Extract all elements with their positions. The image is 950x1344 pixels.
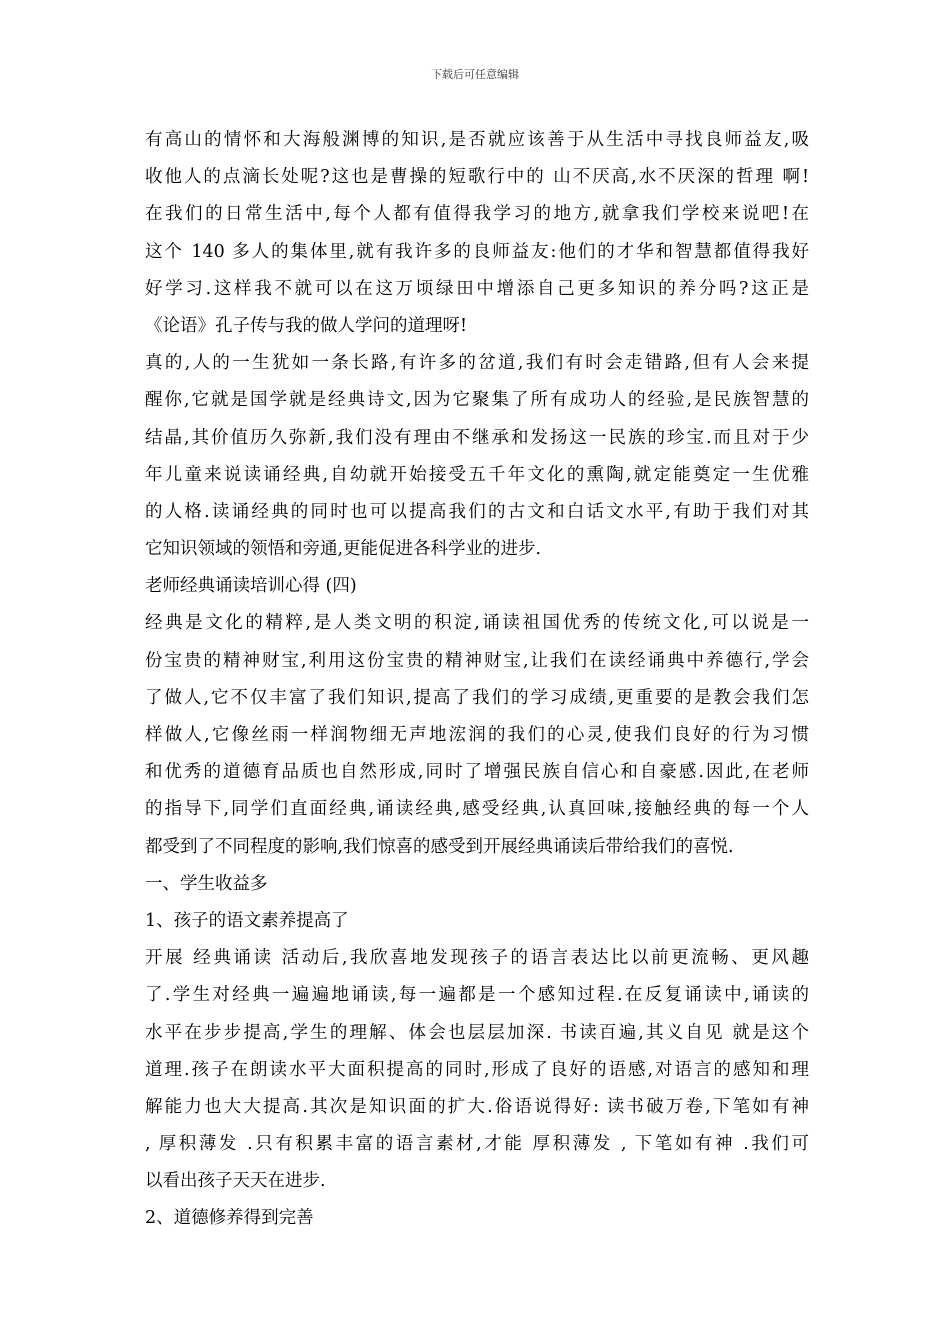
text-line: 《论语》孔子传与我的做人学问的道理呀! bbox=[145, 315, 468, 336]
text-line: 年儿童来说读诵经典,自幼就开始接受五千年文化的熏陶,就定能奠定一生优雅 bbox=[145, 464, 809, 485]
text-line: 醒你,它就是国学就是经典诗文,因为它聚集了所有成功人的经验,是民族智慧的 bbox=[145, 390, 809, 411]
text-line: 的人格.读诵经典的同时也可以提高我们的古文和白话文水平,有助于我们对其 bbox=[145, 501, 809, 522]
text-line: 这个 140 多人的集体里,就有我许多的良师益友:他们的才华和智慧都值得我好 bbox=[145, 241, 809, 262]
text-line: 都受到了不同程度的影响,我们惊喜的感受到开展经典诵读后带给我们的喜悦. bbox=[145, 836, 734, 857]
text-line: 份宝贵的精神财宝,利用这份宝贵的精神财宝,让我们在读经诵典中养德行,学会 bbox=[145, 650, 809, 671]
text-line: 收他人的点滴长处呢?这也是曹操的短歌行中的 山不厌高,水不厌深的哲理 啊! bbox=[145, 167, 809, 188]
text-line: , 厚积薄发 .只有积累丰富的语言素材,才能 厚积薄发 , 下笔如有神 .我们可 bbox=[145, 1134, 809, 1155]
text-line: 经典是文化的精粹,是人类文明的积淀,诵读祖国优秀的传统文化,可以说是一 bbox=[145, 613, 809, 634]
text-line: 道理.孩子在朗读水平大面积提高的同时,形成了良好的语感,对语言的感知和理 bbox=[145, 1059, 809, 1080]
text-line: 水平在步步提高,学生的理解、体会也层层加深. 书读百遍,其义自见 就是这个 bbox=[145, 1022, 809, 1043]
text-line: 以看出孩子天天在进步. bbox=[145, 1171, 326, 1192]
text-line: 了做人,它不仅丰富了我们知识,提高了我们的学习成绩,更重要的是教会我们怎 bbox=[145, 687, 809, 708]
text-line: 好学习.这样我不就可以在这万顷绿田中增添自己更多知识的养分吗?这正是 bbox=[145, 278, 809, 299]
section-heading: 老师经典诵读培训心得 (四) bbox=[145, 576, 357, 597]
text-line: 有高山的情怀和大海般渊博的知识,是否就应该善于从生活中寻找良师益友,吸 bbox=[145, 130, 809, 150]
text-line: 的指导下,同学们直面经典,诵读经典,感受经典,认真回味,接触经典的每一个人 bbox=[145, 799, 809, 820]
text-line: 它知识领域的领悟和旁通,更能促进各科学业的进步. bbox=[145, 539, 542, 560]
text-line: 开展 经典诵读 活动后,我欣喜地发现孩子的语言表达比以前更流畅、更风趣 bbox=[145, 948, 809, 969]
text-line: 样做人,它像丝雨一样润物细无声地浤润的我们的心灵,使我们良好的行为习惯 bbox=[145, 725, 809, 745]
text-line: 真的,人的一生犹如一条长路,有许多的岔道,我们有时会走错路,但有人会来提 bbox=[145, 353, 809, 374]
text-line: 结晶,其价值历久弥新,我们没有理由不继承和发扬这一民族的珍宝.而且对于少 bbox=[145, 427, 809, 448]
text-line: 和优秀的道德育品质也自然形成,同时了增强民族自信心和自豪感.因此,在老师 bbox=[145, 762, 809, 783]
text-line: 了.学生对经典一遍遍地诵读,每一遍都是一个感知过程.在反复诵读中,诵读的 bbox=[145, 985, 809, 1006]
section-heading: 一、学生收益多 bbox=[145, 873, 268, 894]
document-body bbox=[145, 122, 809, 1238]
subsection-heading: 1、孩子的语文素养提高了 bbox=[145, 910, 349, 931]
page-header-note: 下载后可任意编辑 bbox=[431, 68, 519, 81]
text-line: 在我们的日常生活中,每个人都有值得我学习的地方,就拿我们学校来说吧!在 bbox=[145, 204, 809, 225]
subsection-heading: 2、道德修养得到完善 bbox=[145, 1208, 314, 1229]
text-line: 解能力也大大提高.其次是知识面的扩大.俗语说得好: 读书破万卷,下笔如有神 bbox=[145, 1096, 809, 1117]
